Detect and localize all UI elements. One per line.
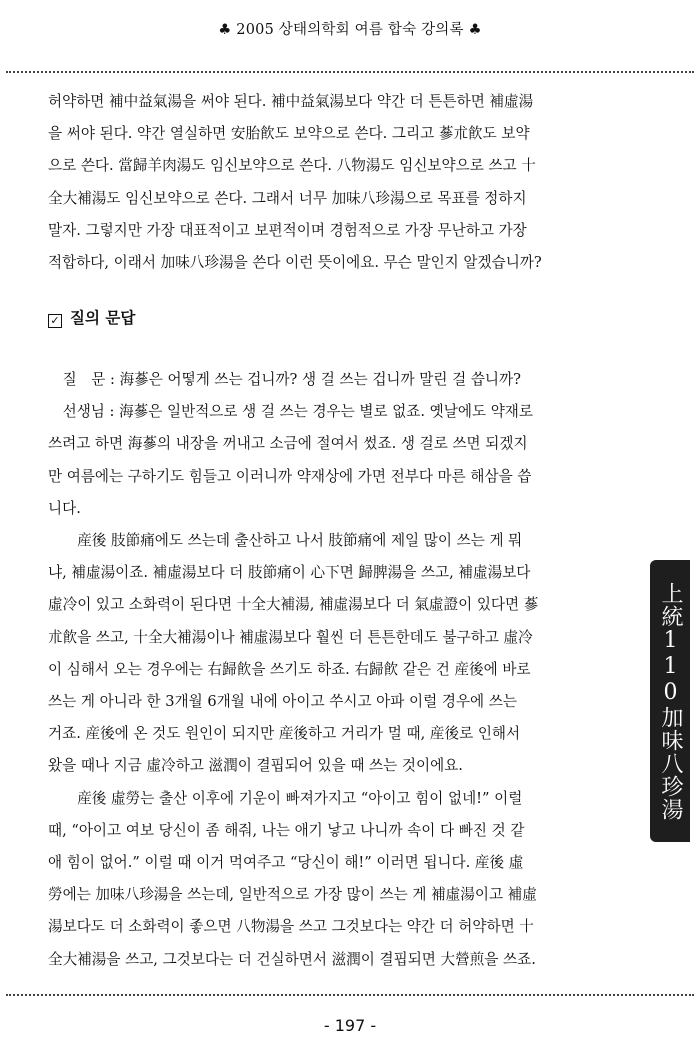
text-line: 湯보다도 더 소화력이 좋으면 八物湯을 쓰고 그것보다는 약간 더 허약하면 十 [48, 918, 534, 936]
text-line: 勞에는 加味八珍湯을 쓰는데, 일반적으로 가장 많이 쓰는 게 補虛湯이고 補虛 [48, 886, 537, 904]
text-line: 허약하면 補中益氣湯을 써야 된다. 補中益氣湯보다 약간 더 튼튼하면 補虛湯 [48, 93, 534, 110]
text-line: 産後 虛勞는 출산 이후에 기운이 빠져가지고 “아이고 힘이 없네!” 이럴 [48, 789, 523, 807]
page-number: - 197 - [323, 1016, 377, 1035]
text-line: 질 문 : 海蔘은 어떻게 쓰는 겁니까? 생 걸 쓰는 겁니까 말린 걸 씁니까? [48, 371, 521, 388]
text-line: 냐, 補虛湯이죠. 補虛湯보다 더 肢節痛이 心下면 歸脾湯을 쓰고, 補虛湯보다 [48, 564, 531, 582]
text-line: 을 써야 된다. 약간 열실하면 安胎飮도 보약으로 쓴다. 그리고 蔘朮飮도 보약 [48, 125, 530, 143]
section-title: 질의 문답 [70, 309, 136, 327]
text-line: 産後 肢節痛에도 쓰는데 출산하고 나서 肢節痛에 제일 많이 쓰는 게 뭐 [48, 532, 523, 550]
text-line: 쓰려고 하면 海蔘의 내장을 꺼내고 소금에 절여서 썼죠. 생 걸로 쓰면 되겠지 [48, 435, 528, 453]
text-line: 全大補湯도 임신보약으로 쓴다. 그래서 너무 加味八珍湯으로 목표를 정하지 [48, 189, 527, 207]
text-line: 선생님 : 海蔘은 일반적으로 생 걸 쓰는 경우는 별로 없죠. 옛날에도 약재로 [48, 403, 534, 421]
text-line: 왔을 때나 지금 虛冷하고 滋潤이 결핍되어 있을 때 쓰는 것이에요. [48, 757, 463, 775]
text-line: 全大補湯을 쓰고, 그것보다는 더 건실하면서 滋潤이 결핍되면 大營煎을 쓰죠. [48, 950, 536, 968]
chapter-side-tab: 上統110加味八珍湯 [650, 560, 690, 842]
text-line: 적합하다, 이래서 加味八珍湯을 쓴다 이런 뜻이에요. 무슨 말인지 알겠습니까? [48, 254, 542, 272]
text-line: 애 힘이 없어.” 이럴 때 이거 먹여주고 “당신이 해!” 이러면 됩니다. 産後 虛 [48, 854, 524, 872]
qa-body [48, 364, 620, 976]
text-line: 거죠. 産後에 온 것도 원인이 되지만 産後하고 거리가 멀 때, 産後로 인해서 [48, 725, 521, 743]
text-line: 때, “아이고 여보 당신이 좀 해줘, 나는 애기 낳고 나니까 속이 다 빠진 것 같 [48, 821, 525, 839]
page-header: ♣ 2005 상태의학회 여름 합숙 강의록 ♣ [218, 22, 482, 38]
section-heading [48, 306, 135, 328]
footer-divider [6, 994, 694, 996]
text-line: 말자. 그렇지만 가장 대표적이고 보편적이며 경험적으로 가장 무난하고 가장 [48, 221, 527, 239]
header-divider [6, 71, 694, 73]
text-line: 만 여름에는 구하기도 힘들고 이러니까 약재상에 가면 전부다 마른 해삼을 씁 [48, 467, 532, 485]
text-line: 으로 쓴다. 當歸羊肉湯도 임신보약으로 쓴다. 八物湯도 임신보약으로 쓰고 十 [48, 157, 536, 175]
text-line: 朮飮을 쓰고, 十全大補湯이나 補虛湯보다 훨씬 더 튼튼한데도 불구하고 虛冷 [48, 628, 533, 646]
checkbox-icon: ✓ [48, 314, 62, 328]
paragraph-intro [48, 86, 620, 279]
text-line: 니다. [48, 499, 81, 517]
text-line: 虛冷이 있고 소화력이 된다면 十全大補湯, 補虛湯보다 더 氣虛證이 있다면 蔘 [48, 596, 539, 614]
text-line: 이 심해서 오는 경우에는 右歸飮을 쓰기도 하죠. 右歸飮 같은 건 産後에 바로 [48, 660, 531, 678]
text-line: 쓰는 게 아니라 한 3개월 6개월 내에 아이고 쑤시고 아파 이럴 경우에 쓰는 [48, 693, 517, 711]
